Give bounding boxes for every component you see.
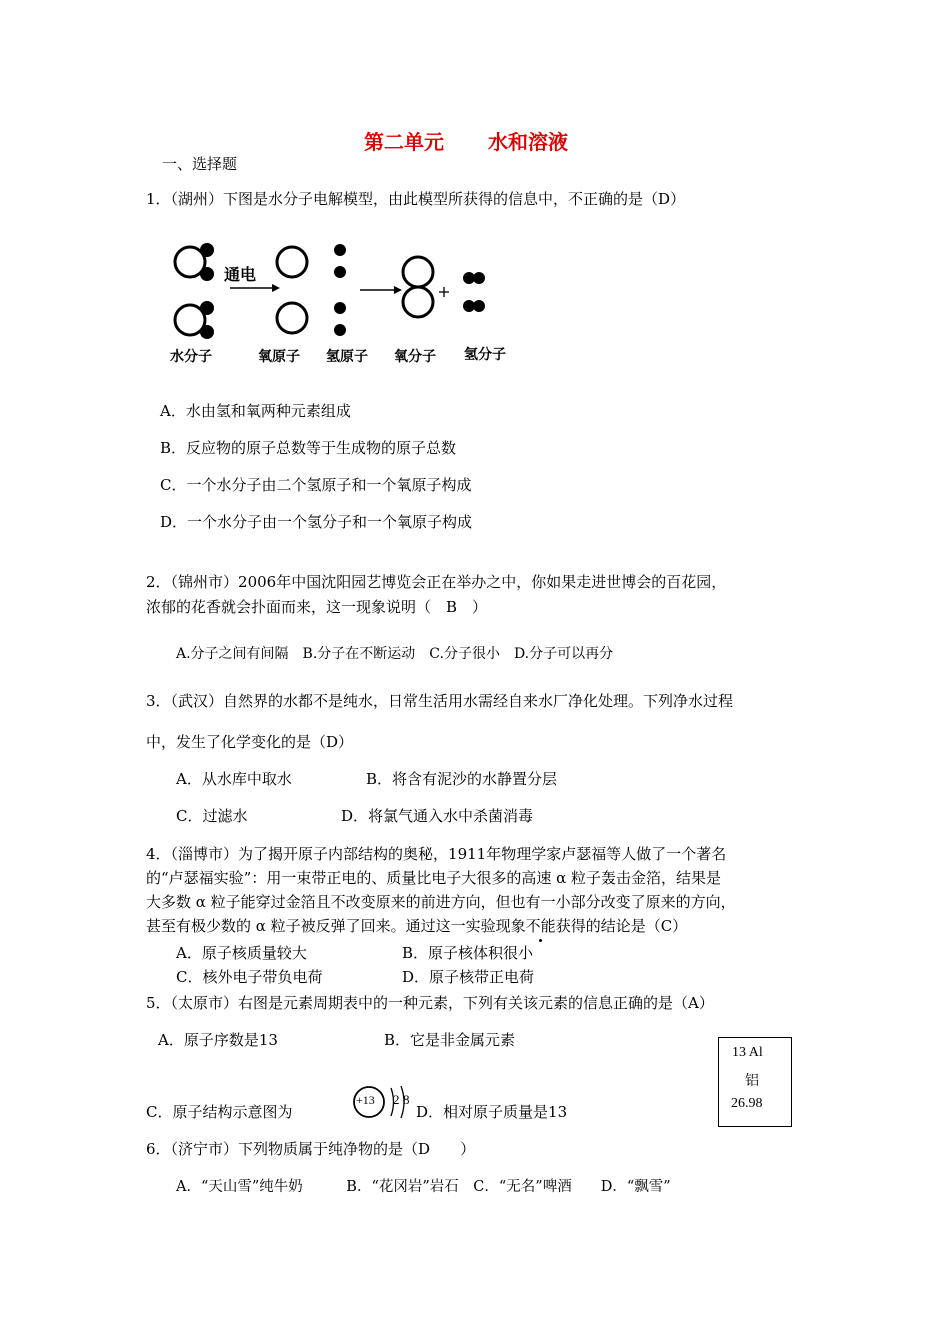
q1-option-c: C．一个水分子由二个氢原子和一个氧原子构成 bbox=[160, 476, 472, 494]
arrow-label-electrify: 通电 bbox=[224, 265, 257, 284]
label-oxygen-molecule: 氧分子 bbox=[394, 349, 436, 365]
q1-option-b: B．反应物的原子总数等于生成物的原子总数 bbox=[160, 439, 457, 457]
atom-structure-diagram bbox=[350, 1082, 422, 1126]
q1-stem: 1．（湖州）下图是水分子电解模型，由此模型所获得的信息中，不正确的是（D） bbox=[146, 190, 686, 208]
title-topic: 水和溶液 bbox=[488, 130, 568, 154]
q4-option-a: A．原子核质量较大 bbox=[176, 944, 307, 962]
q4-line-4-end: 获得的结论是（C） bbox=[555, 917, 688, 935]
q4-line-4-start: 甚至有极少数的 α 粒子被反弹了回来。通过这一实验现象 bbox=[146, 917, 526, 935]
q5-option-c: C．原子结构示意图为 bbox=[146, 1103, 293, 1121]
q4-line-2: 的“卢瑟福实验”：用一束带正电的、质量比电子大很多的高速 α 粒子轰击金箔，结果是 bbox=[146, 869, 722, 887]
title-unit: 第二单元 bbox=[364, 130, 444, 154]
element-number-symbol: 13 Al bbox=[732, 1045, 763, 1060]
q2-options: A.分子之间有间隔 B.分子在不断运动 C.分子很小 D.分子可以再分 bbox=[176, 646, 614, 662]
q4-option-b: B．原子核体积很小 bbox=[402, 944, 534, 962]
label-oxygen-atom: 氧原子 bbox=[258, 349, 300, 365]
q4-line-4 bbox=[146, 915, 687, 936]
q1-option-d: D．一个水分子由一个氢分子和一个氧原子构成 bbox=[160, 513, 473, 531]
atom-shell-2-electrons: 8 bbox=[403, 1092, 410, 1107]
q2-line-1: 2．（锦州市）2006年中国沈阳园艺博览会正在举办之中，你如果走进世博会的百花园， bbox=[146, 573, 727, 591]
label-hydrogen-atom: 氢原子 bbox=[326, 349, 368, 365]
element-name: 铝 bbox=[745, 1073, 759, 1089]
q4-option-d: D．原子核带正电荷 bbox=[402, 968, 535, 986]
atom-nucleus-charge: +13 bbox=[356, 1093, 375, 1107]
q4-line-3: 大多数 α 粒子能穿过金箔且不改变原来的前进方向，但也有一小部分改变了原来的方向， bbox=[146, 893, 736, 911]
q6-stem: 6．（济宁市）下列物质属于纯净物的是（D ） bbox=[146, 1140, 476, 1158]
q6-options: A．“天山雪”纯牛奶 B．“花冈岩”岩石 C．“无名”啤酒 D．“飘雪” bbox=[176, 1179, 671, 1195]
q5-option-b: B．它是非金属元素 bbox=[384, 1031, 516, 1049]
q5-option-d: D．相对原子质量是13 bbox=[416, 1103, 568, 1121]
atom-shell-1-electrons: 2 bbox=[393, 1092, 400, 1107]
q3-option-a: A．从水库中取水 bbox=[176, 770, 292, 788]
q3-line-2: 中，发生了化学变化的是（D） bbox=[146, 733, 354, 751]
q3-option-b: B．将含有泥沙的水静置分层 bbox=[366, 770, 558, 788]
q4-option-c: C．核外电子带负电荷 bbox=[176, 968, 323, 986]
q1-option-a: A．水由氢和氧两种元素组成 bbox=[160, 402, 351, 420]
periodic-element-card bbox=[718, 1037, 792, 1127]
q3-option-d: D．将氯气通入水中杀菌消毒 bbox=[341, 807, 534, 825]
q5-option-a: A．原子序数是13 bbox=[158, 1031, 278, 1049]
q5-stem: 5．（太原市）右图是元素周期表中的一种元素，下列有关该元素的信息正确的是（A） bbox=[146, 994, 714, 1012]
electrolysis-diagram bbox=[146, 224, 522, 372]
q2-line-2: 浓郁的花香就会扑面而来，这一现象说明（ B ） bbox=[146, 598, 488, 616]
q3-option-c: C．过滤水 bbox=[176, 807, 248, 825]
label-hydrogen-molecule: 氢分子 bbox=[464, 347, 506, 363]
page-title bbox=[364, 126, 568, 155]
section-heading: 一、选择题 bbox=[162, 155, 238, 173]
element-atomic-mass: 26.98 bbox=[731, 1096, 763, 1111]
label-water-molecule: 水分子 bbox=[170, 349, 212, 365]
q3-line-1: 3．（武汉）自然界的水都不是纯水，日常生活用水需经自来水厂净化处理。下列净水过程 bbox=[146, 692, 734, 710]
q4-line-1: 4．（淄博市）为了揭开原子内部结构的奥秘，1911年物理学家卢瑟福等人做了一个著名 bbox=[146, 845, 727, 863]
q4-emphasis-not: 不能 bbox=[525, 917, 556, 935]
